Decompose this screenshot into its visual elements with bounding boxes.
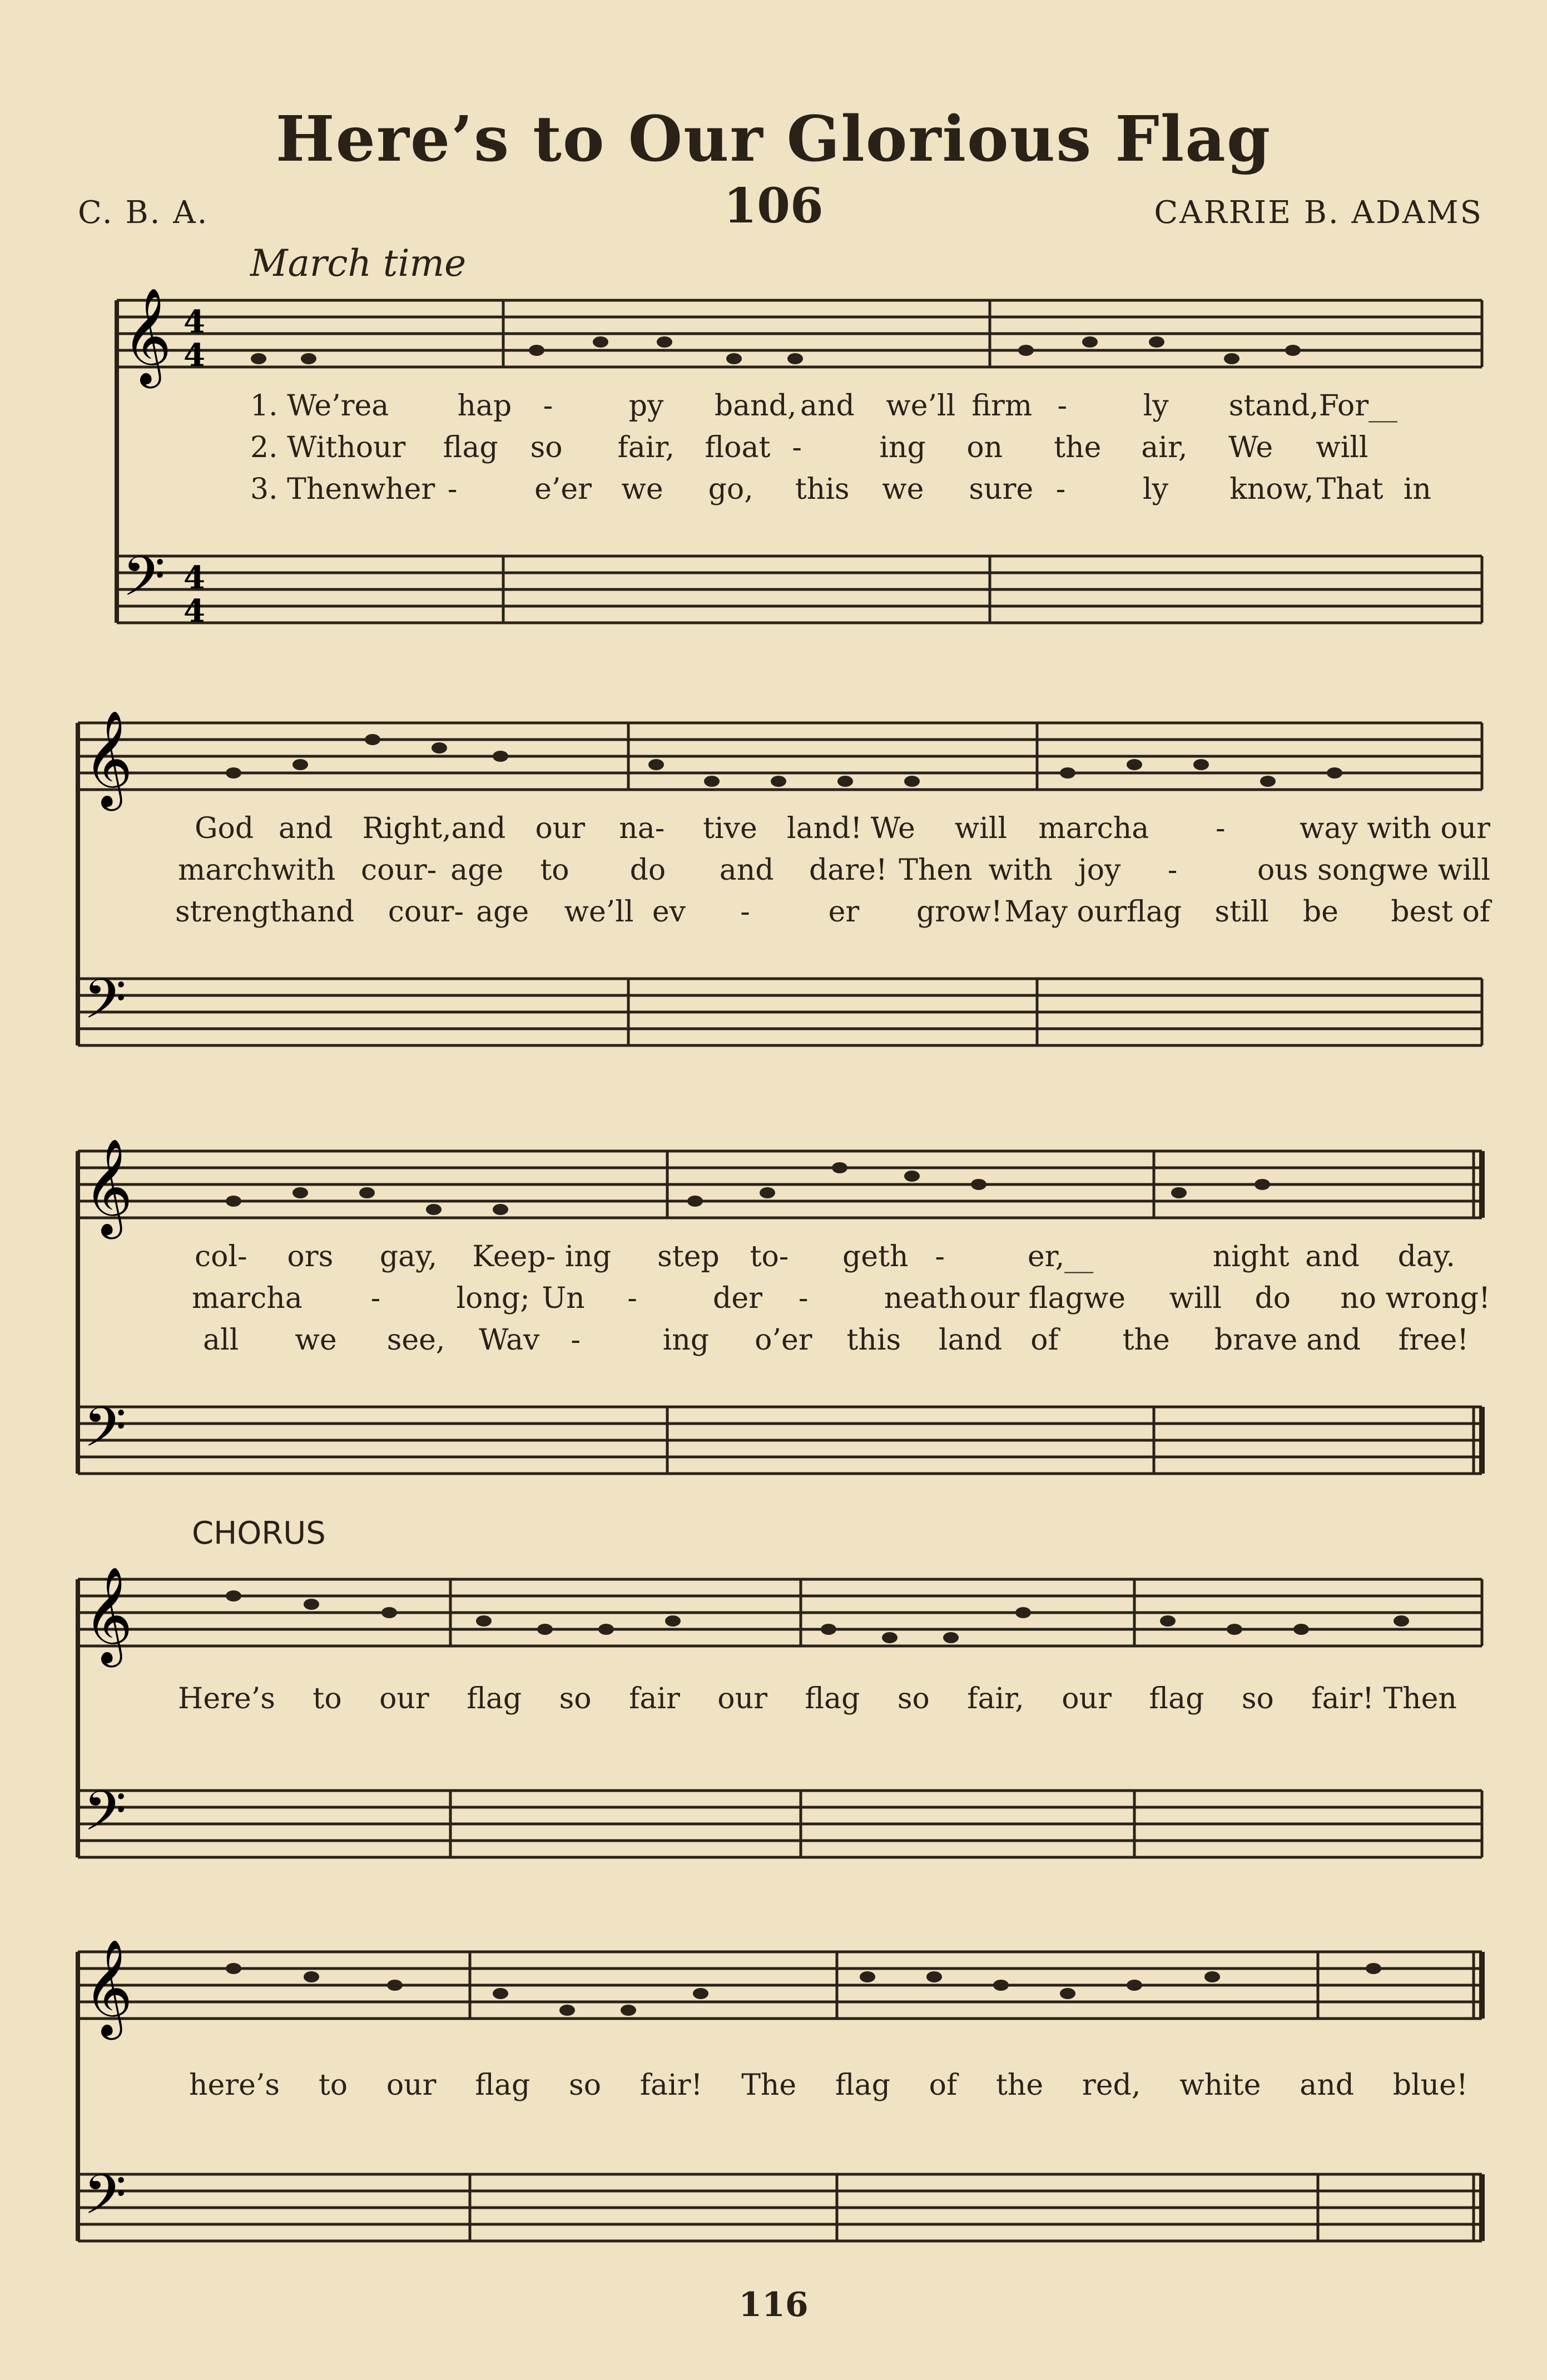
verse-2-line-2: march with cour- age to do and dare! Then with joy - ous song we will: [178, 854, 1490, 887]
svg-text:𝄞: 𝄞: [83, 1939, 133, 2036]
music-system-2: [67, 690, 1490, 1079]
chorus-line-1: Here’s to our flag so fair our flag so fair, our flag so fair! Then: [178, 1682, 1457, 1715]
verse-1-line-2: God and Right, and our na- tive land! We will march a - way with our: [195, 812, 1490, 845]
music-system-5: [67, 1918, 1490, 2263]
lyricist-initials: C. B. A.: [78, 195, 209, 231]
music-system-4: [67, 1551, 1490, 1885]
verse-2-line-3: march a - long; Un - der - neath our flag we will do no wrong!: [192, 1282, 1490, 1315]
composer-name: CARRIE B. ADAMS: [1154, 195, 1483, 231]
page-number: 116: [738, 2285, 809, 2324]
svg-text:𝄢: 𝄢: [83, 1779, 127, 1857]
svg-text:𝄢: 𝄢: [83, 2163, 127, 2240]
svg-text:4: 4: [184, 337, 205, 374]
music-system-1: [67, 267, 1490, 656]
chorus-line-2: here’s to our flag so fair! The flag of the red, white and blue!: [189, 2069, 1468, 2102]
verse-2-line-1: 2. With our flag so fair, float - ing on the air, We will: [250, 431, 1368, 464]
svg-text:4: 4: [184, 593, 205, 629]
svg-text:𝄞: 𝄞: [83, 710, 133, 807]
svg-text:𝄢: 𝄢: [83, 968, 127, 1045]
chorus-label: CHORUS: [192, 1515, 326, 1551]
hymn-title: Here’s to Our Glorious Flag: [275, 103, 1272, 176]
svg-text:𝄞: 𝄞: [83, 1566, 133, 1663]
verse-3-line-1: 3. Then wher - e’er we go, this we sure - ly know, That in: [250, 473, 1431, 506]
tempo-marking: March time: [250, 242, 467, 285]
svg-text:4: 4: [184, 559, 205, 596]
verse-3-line-2: strength and cour- age we’ll ev - er grow! May our flag still be best of: [175, 895, 1490, 929]
svg-text:𝄢: 𝄢: [83, 1396, 127, 1473]
svg-text:𝄞: 𝄞: [83, 1138, 133, 1235]
verse-1-line-3: col- ors gay, Keep- ing step to- geth - er,__ night and day.: [195, 1240, 1455, 1273]
svg-text:𝄢: 𝄢: [122, 545, 166, 622]
music-system-3: [67, 1118, 1490, 1507]
verse-3-line-3: all we see, Wav - ing o’er this land of the brave and free!: [203, 1323, 1469, 1357]
hymn-number: 106: [723, 178, 824, 234]
svg-text:4: 4: [184, 304, 205, 340]
verse-1-line-1: 1. We’re a hap - py band, and we’ll firm - ly stand, For__: [250, 389, 1398, 423]
svg-text:𝄞: 𝄞: [122, 287, 172, 384]
